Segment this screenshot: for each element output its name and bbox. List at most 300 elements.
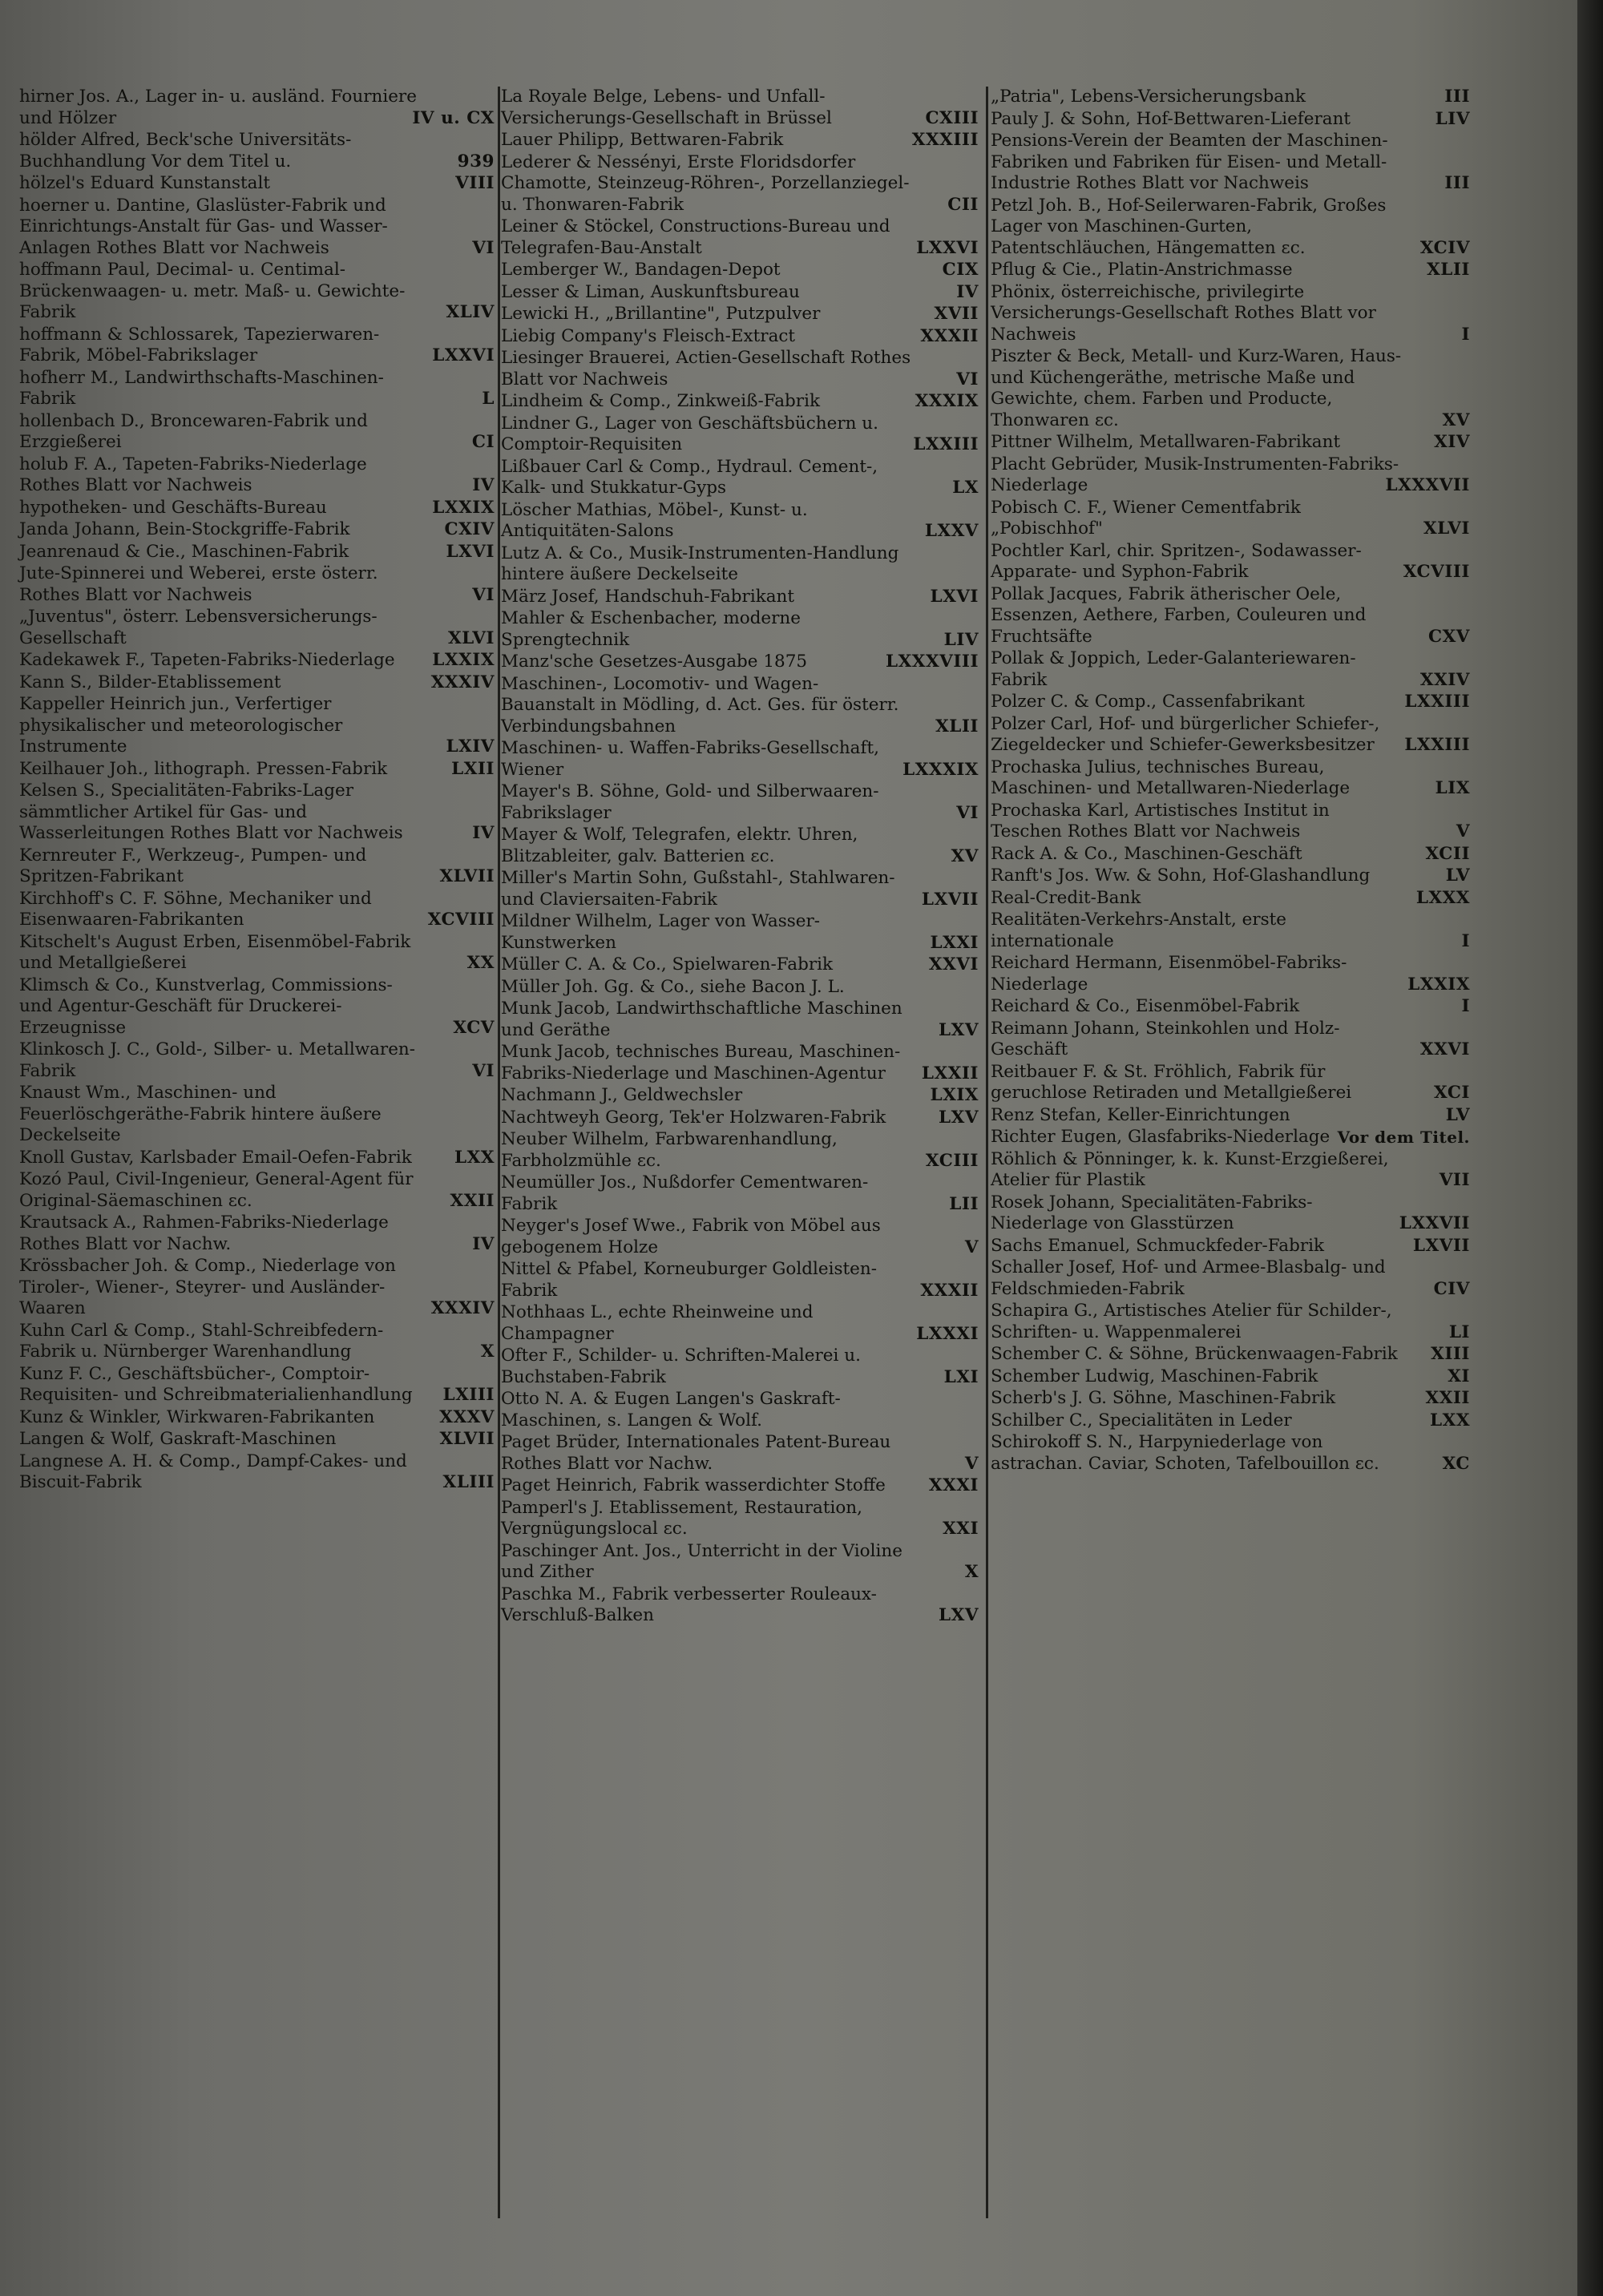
entry-text: Langen & Wolf, Gaskraft-Maschinen bbox=[19, 1429, 337, 1449]
index-entry bbox=[501, 1129, 980, 1172]
index-entry bbox=[991, 648, 1472, 691]
index-entry bbox=[991, 346, 1472, 431]
entry-text: Ranft's Jos. Ww. & Sohn, Hof-Glashandlung bbox=[991, 866, 1371, 886]
entry-page-ref: LXVII bbox=[921, 889, 979, 910]
index-entry bbox=[991, 87, 1472, 108]
index-entry bbox=[19, 889, 496, 931]
entry-text: Kann S., Bilder-Etablissement bbox=[19, 672, 281, 692]
entry-page-ref: LXXXIX bbox=[902, 759, 979, 780]
index-entry bbox=[501, 738, 980, 781]
entry-text: Krössbacher Joh. & Comp., Niederlage von Tiroler-, Wiener-, Steyrer- und Ausländer-Waaren bbox=[19, 1256, 396, 1318]
entry-text: Nachmann J., Geldwechsler bbox=[501, 1085, 743, 1105]
page-edge-shadow bbox=[1577, 0, 1603, 2296]
entry-page-ref: XLVII bbox=[439, 866, 495, 886]
index-entry bbox=[19, 173, 496, 195]
entry-page-ref: LXIV bbox=[446, 736, 495, 757]
entry-page-ref: IV bbox=[956, 281, 979, 302]
entry-text: Rack A. & Co., Maschinen-Geschäft bbox=[991, 843, 1302, 864]
entry-page-ref: LXV bbox=[939, 1107, 979, 1128]
entry-text: Knoll Gustav, Karlsbader Email-Oefen-Fabrik bbox=[19, 1147, 412, 1168]
entry-page-ref: LXXXVII bbox=[1385, 475, 1470, 495]
index-entry bbox=[501, 130, 980, 151]
index-entry bbox=[991, 1236, 1472, 1257]
index-entry bbox=[501, 304, 980, 325]
entry-text: Paget Heinrich, Fabrik wasserdichter Stoffe bbox=[501, 1475, 886, 1495]
entry-page-ref: LIV bbox=[1435, 108, 1470, 129]
entry-text: Pamperl's J. Etablissement, Restauration, Vergnügungslocal ɛc. bbox=[501, 1497, 862, 1539]
entry-page-ref: XXXIV bbox=[430, 672, 495, 692]
entry-text: hollenbach D., Broncewaren-Fabrik und Erzgießerei bbox=[19, 410, 368, 452]
entry-page-ref: XXXIV bbox=[430, 1298, 495, 1318]
index-entry bbox=[991, 714, 1472, 757]
entry-text: Kernreuter F., Werkzeug-, Pumpen- und Spritzen-Fabrikant bbox=[19, 845, 367, 886]
index-entry bbox=[19, 781, 496, 845]
entry-text: Mayer & Wolf, Telegrafen, elektr. Uhren, Blitzableiter, galv. Batterien ɛc. bbox=[501, 825, 858, 866]
entry-text: hirner Jos. A., Lager in- u. ausländ. Fourniere und Hölzer bbox=[19, 87, 417, 128]
entry-text: Leiner & Stöckel, Constructions-Bureau und Telegrafen-Bau-Anstalt bbox=[501, 216, 890, 258]
entry-text: Schilber C., Specialitäten in Leder bbox=[991, 1410, 1292, 1430]
entry-page-ref: 939 bbox=[457, 151, 495, 171]
entry-page-ref: LXXII bbox=[921, 1063, 979, 1083]
index-entry bbox=[501, 1541, 980, 1584]
entry-text: Paschinger Ant. Jos., Unterricht in der Violine und Zither bbox=[501, 1540, 902, 1582]
entry-text: Rosek Johann, Specialitäten-Fabriks-Niederlage von Glasstürzen bbox=[991, 1192, 1313, 1233]
index-entry bbox=[991, 1192, 1472, 1235]
entry-page-ref: LXX bbox=[1430, 1410, 1470, 1430]
index-entry bbox=[19, 1169, 496, 1212]
entry-text: Langnese A. H. & Comp., Dampf-Cakes- und Biscuit-Fabrik bbox=[19, 1451, 407, 1492]
index-entry bbox=[19, 1429, 496, 1451]
index-entry bbox=[501, 500, 980, 543]
index-entry bbox=[19, 563, 496, 606]
entry-page-ref: XXVI bbox=[928, 954, 979, 974]
index-entry bbox=[501, 87, 980, 129]
index-entry bbox=[991, 1301, 1472, 1343]
index-entry bbox=[501, 1108, 980, 1129]
entry-page-ref: XLIII bbox=[442, 1472, 495, 1492]
entry-page-ref: IV bbox=[472, 1233, 495, 1254]
entry-page-ref: LXX bbox=[454, 1147, 495, 1168]
entry-text: Ofter F., Schilder- u. Schriften-Malerei u. Buchstaben-Fabrik bbox=[501, 1346, 861, 1387]
entry-page-ref: XXII bbox=[450, 1190, 495, 1211]
index-entry bbox=[501, 282, 980, 304]
entry-text: Mahler & Eschenbacher, moderne Sprengtechnik bbox=[501, 608, 801, 650]
index-entry bbox=[501, 674, 980, 738]
index-entry bbox=[991, 844, 1472, 866]
index-entry bbox=[991, 866, 1472, 887]
index-entry bbox=[501, 652, 980, 673]
entry-page-ref: LXI bbox=[943, 1366, 979, 1387]
entry-page-ref: LV bbox=[1445, 866, 1470, 886]
entry-page-ref: XXXII bbox=[920, 1280, 979, 1301]
index-entry bbox=[501, 911, 980, 954]
entry-text: Maschinen-, Locomotiv- und Wagen-Bauanstalt in Mödling, d. Act. Ges. für österr. Verbindungsbahnen bbox=[501, 673, 899, 736]
index-entry bbox=[991, 432, 1472, 454]
entry-page-ref: XXII bbox=[1425, 1388, 1470, 1408]
index-entry bbox=[19, 260, 496, 324]
entry-page-ref: IV bbox=[472, 823, 495, 843]
entry-text: Knaust Wm., Maschinen- und Feuerlöschgeräthe-Fabrik hintere äußere Deckelseite bbox=[19, 1083, 382, 1145]
entry-page-ref: XXI bbox=[943, 1519, 979, 1539]
entry-text: Janda Johann, Bein-Stockgriffe-Fabrik bbox=[19, 519, 350, 539]
index-entry bbox=[501, 1216, 980, 1258]
entry-page-ref: XC bbox=[1442, 1453, 1470, 1474]
index-entry bbox=[19, 1407, 496, 1429]
entry-text: Kunz F. C., Geschäftsbücher-, Comptoir-Requisiten- und Schreibmaterialienhandlung bbox=[19, 1363, 413, 1405]
index-entry bbox=[19, 519, 496, 541]
entry-text: Liesinger Brauerei, Actien-Gesellschaft Rothes Blatt vor Nachweis bbox=[501, 348, 911, 389]
index-entry bbox=[501, 1346, 980, 1388]
entry-text: Miller's Martin Sohn, Gußstahl-, Stahlwaren- und Claviersaiten-Fabrik bbox=[501, 868, 895, 910]
entry-page-ref: X bbox=[964, 1562, 979, 1582]
index-entry bbox=[991, 1388, 1472, 1410]
entry-page-ref: CIX bbox=[942, 260, 979, 280]
index-entry bbox=[991, 1019, 1472, 1061]
index-entry bbox=[991, 541, 1472, 583]
entry-text: Placht Gebrüder, Musik-Instrumenten-Fabriks-Niederlage bbox=[991, 454, 1399, 495]
entry-page-ref: XXXIX bbox=[915, 391, 979, 411]
entry-page-ref: X bbox=[480, 1342, 495, 1362]
entry-page-ref: LI bbox=[1448, 1322, 1470, 1342]
column-divider bbox=[986, 87, 988, 2218]
entry-text: Paschka M., Fabrik verbesserter Rouleaux-Verschluß-Balken bbox=[501, 1584, 877, 1625]
entry-text: hypotheken- und Geschäfts-Bureau bbox=[19, 497, 327, 518]
index-entry bbox=[501, 1172, 980, 1215]
entry-text: Röhlich & Pönninger, k. k. Kunst-Erzgießerei, Atelier für Plastik bbox=[991, 1148, 1389, 1190]
entry-text: Otto N. A. & Eugen Langen's Gaskraft-Maschinen, s. Langen & Wolf. bbox=[501, 1389, 841, 1430]
entry-text: Sachs Emanuel, Schmuckfeder-Fabrik bbox=[991, 1235, 1325, 1256]
entry-text: Pflug & Cie., Platin-Anstrichmasse bbox=[991, 260, 1293, 280]
entry-text: Schaller Josef, Hof- und Armee-Blasbalg- und Feldschmieden-Fabrik bbox=[991, 1257, 1386, 1299]
entry-text: Kitschelt's August Erben, Eisenmöbel-Fabrik und Metallgießerei bbox=[19, 931, 411, 973]
entry-page-ref: XXXV bbox=[439, 1406, 495, 1427]
index-entry bbox=[501, 1085, 980, 1107]
entry-text: hoerner u. Dantine, Glaslüster-Fabrik und Einrichtungs-Anstalt für Gas- und Wasser-Anlagen Rothes Blatt vor Nachweis bbox=[19, 195, 388, 258]
entry-text: Mildner Wilhelm, Lager von Wasser-Kunstwerken bbox=[501, 911, 821, 953]
index-entry bbox=[19, 87, 496, 129]
entry-page-ref: LXXIII bbox=[1404, 735, 1470, 755]
entry-text: Lewicki H., „Brillantine", Putzpulver bbox=[501, 304, 821, 324]
entry-page-ref: LXVII bbox=[1412, 1235, 1470, 1256]
entry-page-ref: XCVIII bbox=[1403, 562, 1470, 582]
entry-page-ref: Vor dem Titel. bbox=[1337, 1128, 1470, 1147]
index-entry bbox=[991, 1149, 1472, 1192]
index-entry bbox=[991, 996, 1472, 1018]
entry-text: Nothhaas L., echte Rheinweine und Champagner bbox=[501, 1302, 814, 1344]
index-entry bbox=[991, 757, 1472, 800]
entry-page-ref: IV bbox=[472, 475, 495, 495]
entry-page-ref: XI bbox=[1448, 1366, 1470, 1386]
entry-page-ref: LXXVI bbox=[916, 237, 979, 258]
index-entry bbox=[991, 1257, 1472, 1300]
index-entry bbox=[19, 1256, 496, 1320]
index-column-3 bbox=[991, 87, 1472, 1475]
entry-text: Lesser & Liman, Auskunftsbureau bbox=[501, 281, 800, 302]
entry-page-ref: XXXII bbox=[920, 325, 979, 346]
entry-page-ref: V bbox=[964, 1237, 979, 1257]
entry-page-ref: LII bbox=[949, 1193, 979, 1214]
entry-page-ref: LX bbox=[952, 478, 979, 498]
index-entry bbox=[501, 414, 980, 456]
entry-text: Lemberger W., Bandagen-Depot bbox=[501, 260, 781, 280]
entry-page-ref: I bbox=[1461, 930, 1470, 951]
entry-page-ref: VIII bbox=[455, 173, 495, 193]
entry-page-ref: I bbox=[1461, 996, 1470, 1016]
entry-page-ref: IV u. CX bbox=[412, 107, 495, 128]
index-entry bbox=[501, 1498, 980, 1540]
index-entry bbox=[19, 1364, 496, 1406]
index-entry bbox=[19, 498, 496, 519]
entry-text: Lutz A. & Co., Musik-Instrumenten-Handlung hintere äußere Deckelseite bbox=[501, 543, 899, 584]
index-entry bbox=[501, 1432, 980, 1475]
index-entry bbox=[501, 1259, 980, 1301]
entry-text: Lißbauer Carl & Comp., Hydraul. Cement-, Kalk- und Stukkatur-Gyps bbox=[501, 456, 878, 498]
entry-text: Reichard Hermann, Eisenmöbel-Fabriks-Niederlage bbox=[991, 953, 1347, 995]
entry-page-ref: XCIII bbox=[925, 1150, 979, 1171]
entry-text: Polzer Carl, Hof- und bürgerlicher Schiefer-, Ziegeldecker und Schiefer-Gewerksbesitzer bbox=[991, 713, 1380, 755]
index-entry bbox=[19, 1213, 496, 1255]
entry-page-ref: LXIII bbox=[442, 1385, 495, 1405]
entry-text: Polzer C. & Comp., Cassenfabrikant bbox=[991, 692, 1305, 712]
entry-text: Pobisch C. F., Wiener Cementfabrik „Pobischhof" bbox=[991, 497, 1301, 539]
entry-page-ref: VI bbox=[956, 369, 979, 389]
entry-text: Pittner Wilhelm, Metallwaren-Fabrikant bbox=[991, 432, 1341, 452]
entry-text: Reichard & Co., Eisenmöbel-Fabrik bbox=[991, 996, 1300, 1016]
entry-page-ref: LXXIX bbox=[1407, 974, 1470, 995]
entry-text: Pauly J. & Sohn, Hof-Bettwaren-Lieferant bbox=[991, 108, 1351, 129]
entry-text: Jeanrenaud & Cie., Maschinen-Fabrik bbox=[19, 541, 349, 562]
index-entry bbox=[991, 196, 1472, 260]
index-entry bbox=[501, 954, 980, 976]
index-entry bbox=[501, 587, 980, 608]
index-entry bbox=[501, 543, 980, 586]
entry-page-ref: XLVI bbox=[448, 627, 495, 648]
entry-page-ref: XCV bbox=[453, 1017, 495, 1038]
entry-text: Pochtler Karl, chir. Spritzen-, Sodawasser-Apparate- und Syphon-Fabrik bbox=[991, 540, 1362, 582]
entry-page-ref: XCVIII bbox=[427, 910, 495, 930]
entry-page-ref: XCIV bbox=[1419, 237, 1470, 258]
index-entry bbox=[991, 1062, 1472, 1104]
entry-text: Kozó Paul, Civil-Ingenieur, General-Agent für Original-Säemaschinen ɛc. bbox=[19, 1169, 414, 1211]
entry-page-ref: XLIV bbox=[446, 302, 495, 322]
entry-page-ref: VI bbox=[956, 802, 979, 823]
entry-page-ref: LXVI bbox=[446, 541, 495, 562]
index-entry bbox=[19, 1451, 496, 1494]
index-entry bbox=[501, 152, 980, 216]
entry-page-ref: III bbox=[1444, 87, 1470, 107]
entry-text: Müller Joh. Gg. & Co., siehe Bacon J. L. bbox=[501, 976, 845, 997]
entry-text: Kunz & Winkler, Wirkwaren-Fabrikanten bbox=[19, 1406, 375, 1427]
entry-text: „Juventus", österr. Lebensversicherungs-Gesellschaft bbox=[19, 607, 378, 648]
entry-page-ref: LXIX bbox=[930, 1085, 979, 1105]
entry-page-ref: VI bbox=[472, 237, 495, 258]
entry-text: Real-Credit-Bank bbox=[991, 887, 1141, 908]
index-entry bbox=[991, 498, 1472, 540]
index-entry bbox=[501, 999, 980, 1041]
index-entry bbox=[19, 975, 496, 1039]
index-entry bbox=[19, 845, 496, 888]
index-column-2 bbox=[501, 87, 980, 1628]
entry-text: Krautsack A., Rahmen-Fabriks-Niederlage Rothes Blatt vor Nachw. bbox=[19, 1213, 389, 1254]
index-entry bbox=[19, 1083, 496, 1147]
entry-page-ref: XLII bbox=[935, 716, 979, 736]
entry-text: Richter Eugen, Glasfabriks-Niederlage bbox=[991, 1127, 1330, 1147]
entry-page-ref: VII bbox=[1439, 1170, 1470, 1190]
entry-page-ref: LXVI bbox=[930, 586, 979, 607]
index-entry bbox=[991, 888, 1472, 910]
entry-text: hölder Alfred, Beck'sche Universitäts-Buchhandlung Vor dem Titel u. bbox=[19, 130, 352, 171]
index-entry bbox=[991, 1344, 1472, 1366]
entry-page-ref: XLII bbox=[1427, 260, 1470, 280]
entry-text: Renz Stefan, Keller-Einrichtungen bbox=[991, 1104, 1290, 1125]
entry-page-ref: LXV bbox=[939, 1019, 979, 1040]
entry-text: Klimsch & Co., Kunstverlag, Commissions- und Agentur-Geschäft für Druckerei-Erzeugnisse bbox=[19, 974, 393, 1038]
entry-text: holub F. A., Tapeten-Fabriks-Niederlage Rothes Blatt vor Nachweis bbox=[19, 454, 367, 495]
index-entry bbox=[19, 672, 496, 694]
index-entry bbox=[501, 608, 980, 651]
entry-text: Lederer & Nessényi, Erste Floridsdorfer Chamotte, Steinzeug-Röhren-, Porzellanziegel- u. Thonwaren-Fabrik bbox=[501, 151, 910, 215]
index-entry bbox=[991, 953, 1472, 995]
entry-page-ref: XLVII bbox=[439, 1429, 495, 1449]
entry-page-ref: XXVI bbox=[1419, 1039, 1470, 1059]
entry-text: Kappeller Heinrich jun., Verfertiger physikalischer und meteorologischer Instrumente bbox=[19, 694, 343, 757]
entry-page-ref: L bbox=[482, 389, 495, 409]
index-entry bbox=[991, 1105, 1472, 1127]
entry-page-ref: LXXI bbox=[930, 932, 979, 953]
index-entry bbox=[19, 196, 496, 260]
index-entry bbox=[991, 1410, 1472, 1432]
entry-page-ref: LXXIX bbox=[432, 650, 495, 670]
index-entry bbox=[991, 1432, 1472, 1475]
index-entry bbox=[19, 1148, 496, 1169]
index-entry bbox=[19, 1321, 496, 1363]
index-entry bbox=[501, 391, 980, 413]
entry-page-ref: XIV bbox=[1434, 432, 1470, 452]
index-entry bbox=[501, 216, 980, 259]
entry-page-ref: CIV bbox=[1433, 1278, 1470, 1299]
entry-text: Mayer's B. Söhne, Gold- und Silberwaaren-Fabrikslager bbox=[501, 781, 879, 823]
index-entry bbox=[501, 1584, 980, 1627]
entry-text: Kadekawek F., Tapeten-Fabriks-Niederlage bbox=[19, 650, 395, 670]
entry-text: Prochaska Julius, technisches Bureau, Maschinen- und Metallwaren-Niederlage bbox=[991, 757, 1351, 798]
index-entry bbox=[991, 692, 1472, 713]
entry-text: Munk Jacob, Landwirthschaftliche Maschinen und Geräthe bbox=[501, 999, 902, 1040]
entry-page-ref: XLVI bbox=[1423, 519, 1470, 539]
index-entry bbox=[501, 1389, 980, 1431]
entry-page-ref: LXXXI bbox=[916, 1323, 979, 1344]
entry-page-ref: LXXVI bbox=[432, 345, 495, 365]
entry-text: Phönix, österreichische, privilegirte Versicherungs-Gesellschaft Rothes Blatt vor Nachweis bbox=[991, 281, 1376, 345]
index-entry bbox=[991, 454, 1472, 497]
entry-text: Schirokoff S. N., Harpyniederlage von astrachan. Caviar, Schoten, Tafelbouillon ɛc. bbox=[991, 1432, 1379, 1474]
index-entry bbox=[19, 759, 496, 781]
entry-text: Kuhn Carl & Comp., Stahl-Schreibfedern-Fabrik u. Nürnberger Warenhandlung bbox=[19, 1320, 384, 1362]
index-entry bbox=[19, 1039, 496, 1082]
index-entry bbox=[19, 650, 496, 672]
index-entry bbox=[19, 607, 496, 649]
entry-text: Prochaska Karl, Artistisches Institut in Teschen Rothes Blatt vor Nachweis bbox=[991, 800, 1330, 841]
index-entry bbox=[991, 109, 1472, 131]
entry-text: La Royale Belge, Lebens- und Unfall-Versicherungs-Gesellschaft in Brüssel bbox=[501, 87, 832, 128]
entry-text: Löscher Mathias, Möbel-, Kunst- u. Antiquitäten-Salons bbox=[501, 499, 808, 541]
entry-page-ref: LXV bbox=[939, 1605, 979, 1625]
entry-text: Lindheim & Comp., Zinkweiß-Fabrik bbox=[501, 391, 820, 411]
entry-text: hoffmann & Schlossarek, Tapezierwaren-Fabrik, Möbel-Fabrikslager bbox=[19, 324, 380, 365]
entry-text: „Patria", Lebens-Versicherungsbank bbox=[991, 87, 1306, 107]
index-entry bbox=[19, 325, 496, 367]
entry-text: Maschinen- u. Waffen-Fabriks-Gesellschaft, Wiener bbox=[501, 738, 879, 780]
entry-page-ref: VI bbox=[472, 1060, 495, 1081]
entry-page-ref: V bbox=[1456, 821, 1470, 841]
entry-text: Paget Brüder, Internationales Patent-Bureau Rothes Blatt vor Nachw. bbox=[501, 1432, 891, 1474]
index-entry bbox=[19, 542, 496, 563]
index-entry bbox=[991, 801, 1472, 843]
entry-text: Munk Jacob, technisches Bureau, Maschinen-Fabriks-Niederlage und Maschinen-Agentur bbox=[501, 1042, 901, 1083]
entry-text: März Josef, Handschuh-Fabrikant bbox=[501, 586, 795, 607]
entry-text: Lindner G., Lager von Geschäftsbüchern u. Comptoir-Requisiten bbox=[501, 413, 878, 454]
entry-page-ref: XCII bbox=[1425, 843, 1470, 864]
entry-page-ref: I bbox=[1461, 324, 1470, 345]
entry-page-ref: CXIII bbox=[925, 107, 979, 128]
entry-text: Klinkosch J. C., Gold-, Silber- u. Metallwaren-Fabrik bbox=[19, 1039, 416, 1081]
index-entry bbox=[991, 584, 1472, 648]
entry-text: Neumüller Jos., Nußdorfer Cementwaren-Fabrik bbox=[501, 1172, 869, 1214]
entry-page-ref: LIV bbox=[943, 629, 979, 650]
entry-text: Schapira G., Artistisches Atelier für Schilder-, Schriften- u. Wappenmalerei bbox=[991, 1301, 1392, 1342]
entry-page-ref: LXXIII bbox=[1404, 692, 1470, 712]
index-entry bbox=[501, 1302, 980, 1345]
index-entry bbox=[991, 282, 1472, 346]
entry-page-ref: XXXI bbox=[928, 1475, 979, 1495]
entry-page-ref: LXII bbox=[451, 758, 495, 779]
index-entry bbox=[501, 326, 980, 348]
entry-text: Kelsen S., Specialitäten-Fabriks-Lager sämmtlicher Artikel für Gas- und Wasserleitungen Rothes Blatt vor Nachweis bbox=[19, 781, 403, 843]
index-entry bbox=[501, 868, 980, 910]
entry-page-ref: XXIV bbox=[1419, 669, 1470, 690]
index-entry bbox=[501, 977, 980, 999]
index-entry bbox=[19, 454, 496, 497]
entry-text: hölzel's Eduard Kunstanstalt bbox=[19, 173, 270, 193]
entry-page-ref: LXXX bbox=[1415, 887, 1470, 908]
entry-text: Nittel & Pfabel, Korneuburger Goldleisten-Fabrik bbox=[501, 1259, 878, 1301]
index-entry bbox=[19, 368, 496, 410]
entry-text: Keilhauer Joh., lithograph. Pressen-Fabrik bbox=[19, 758, 388, 779]
entry-page-ref: CXV bbox=[1428, 626, 1470, 647]
index-entry bbox=[19, 694, 496, 758]
column-divider bbox=[498, 87, 500, 2218]
entry-text: Reimann Johann, Steinkohlen und Holz-Geschäft bbox=[991, 1018, 1340, 1059]
entry-text: Neuber Wilhelm, Farbwarenhandlung, Farbholzmühle ɛc. bbox=[501, 1129, 838, 1171]
entry-page-ref: LXXIII bbox=[913, 434, 979, 454]
index-entry bbox=[501, 825, 980, 867]
entry-page-ref: LIX bbox=[1435, 778, 1470, 798]
entry-text: Nachtweyh Georg, Tek'er Holzwaren-Fabrik bbox=[501, 1107, 886, 1128]
entry-page-ref: XCI bbox=[1434, 1083, 1470, 1103]
entry-text: Jute-Spinnerei und Weberei, erste österr. Rothes Blatt vor Nachweis bbox=[19, 563, 378, 605]
index-entry bbox=[19, 932, 496, 974]
entry-page-ref: LXXV bbox=[924, 521, 979, 541]
entry-text: Lauer Philipp, Bettwaren-Fabrik bbox=[501, 130, 784, 150]
entry-page-ref: CXIV bbox=[444, 519, 495, 539]
index-entry bbox=[501, 348, 980, 390]
entry-page-ref: XV bbox=[1442, 410, 1470, 430]
entry-page-ref: LXXVII bbox=[1399, 1213, 1470, 1233]
index-entry bbox=[991, 1127, 1472, 1148]
entry-text: hoffmann Paul, Decimal- u. Centimal-Brückenwaagen- u. metr. Maß- u. Gewichte-Fabrik bbox=[19, 260, 406, 322]
entry-text: Kirchhoff's C. F. Söhne, Mechaniker und Eisenwaaren-Fabrikanten bbox=[19, 888, 372, 930]
entry-text: Manz'sche Gesetzes-Ausgabe 1875 bbox=[501, 652, 808, 672]
entry-page-ref: XX bbox=[466, 953, 495, 973]
